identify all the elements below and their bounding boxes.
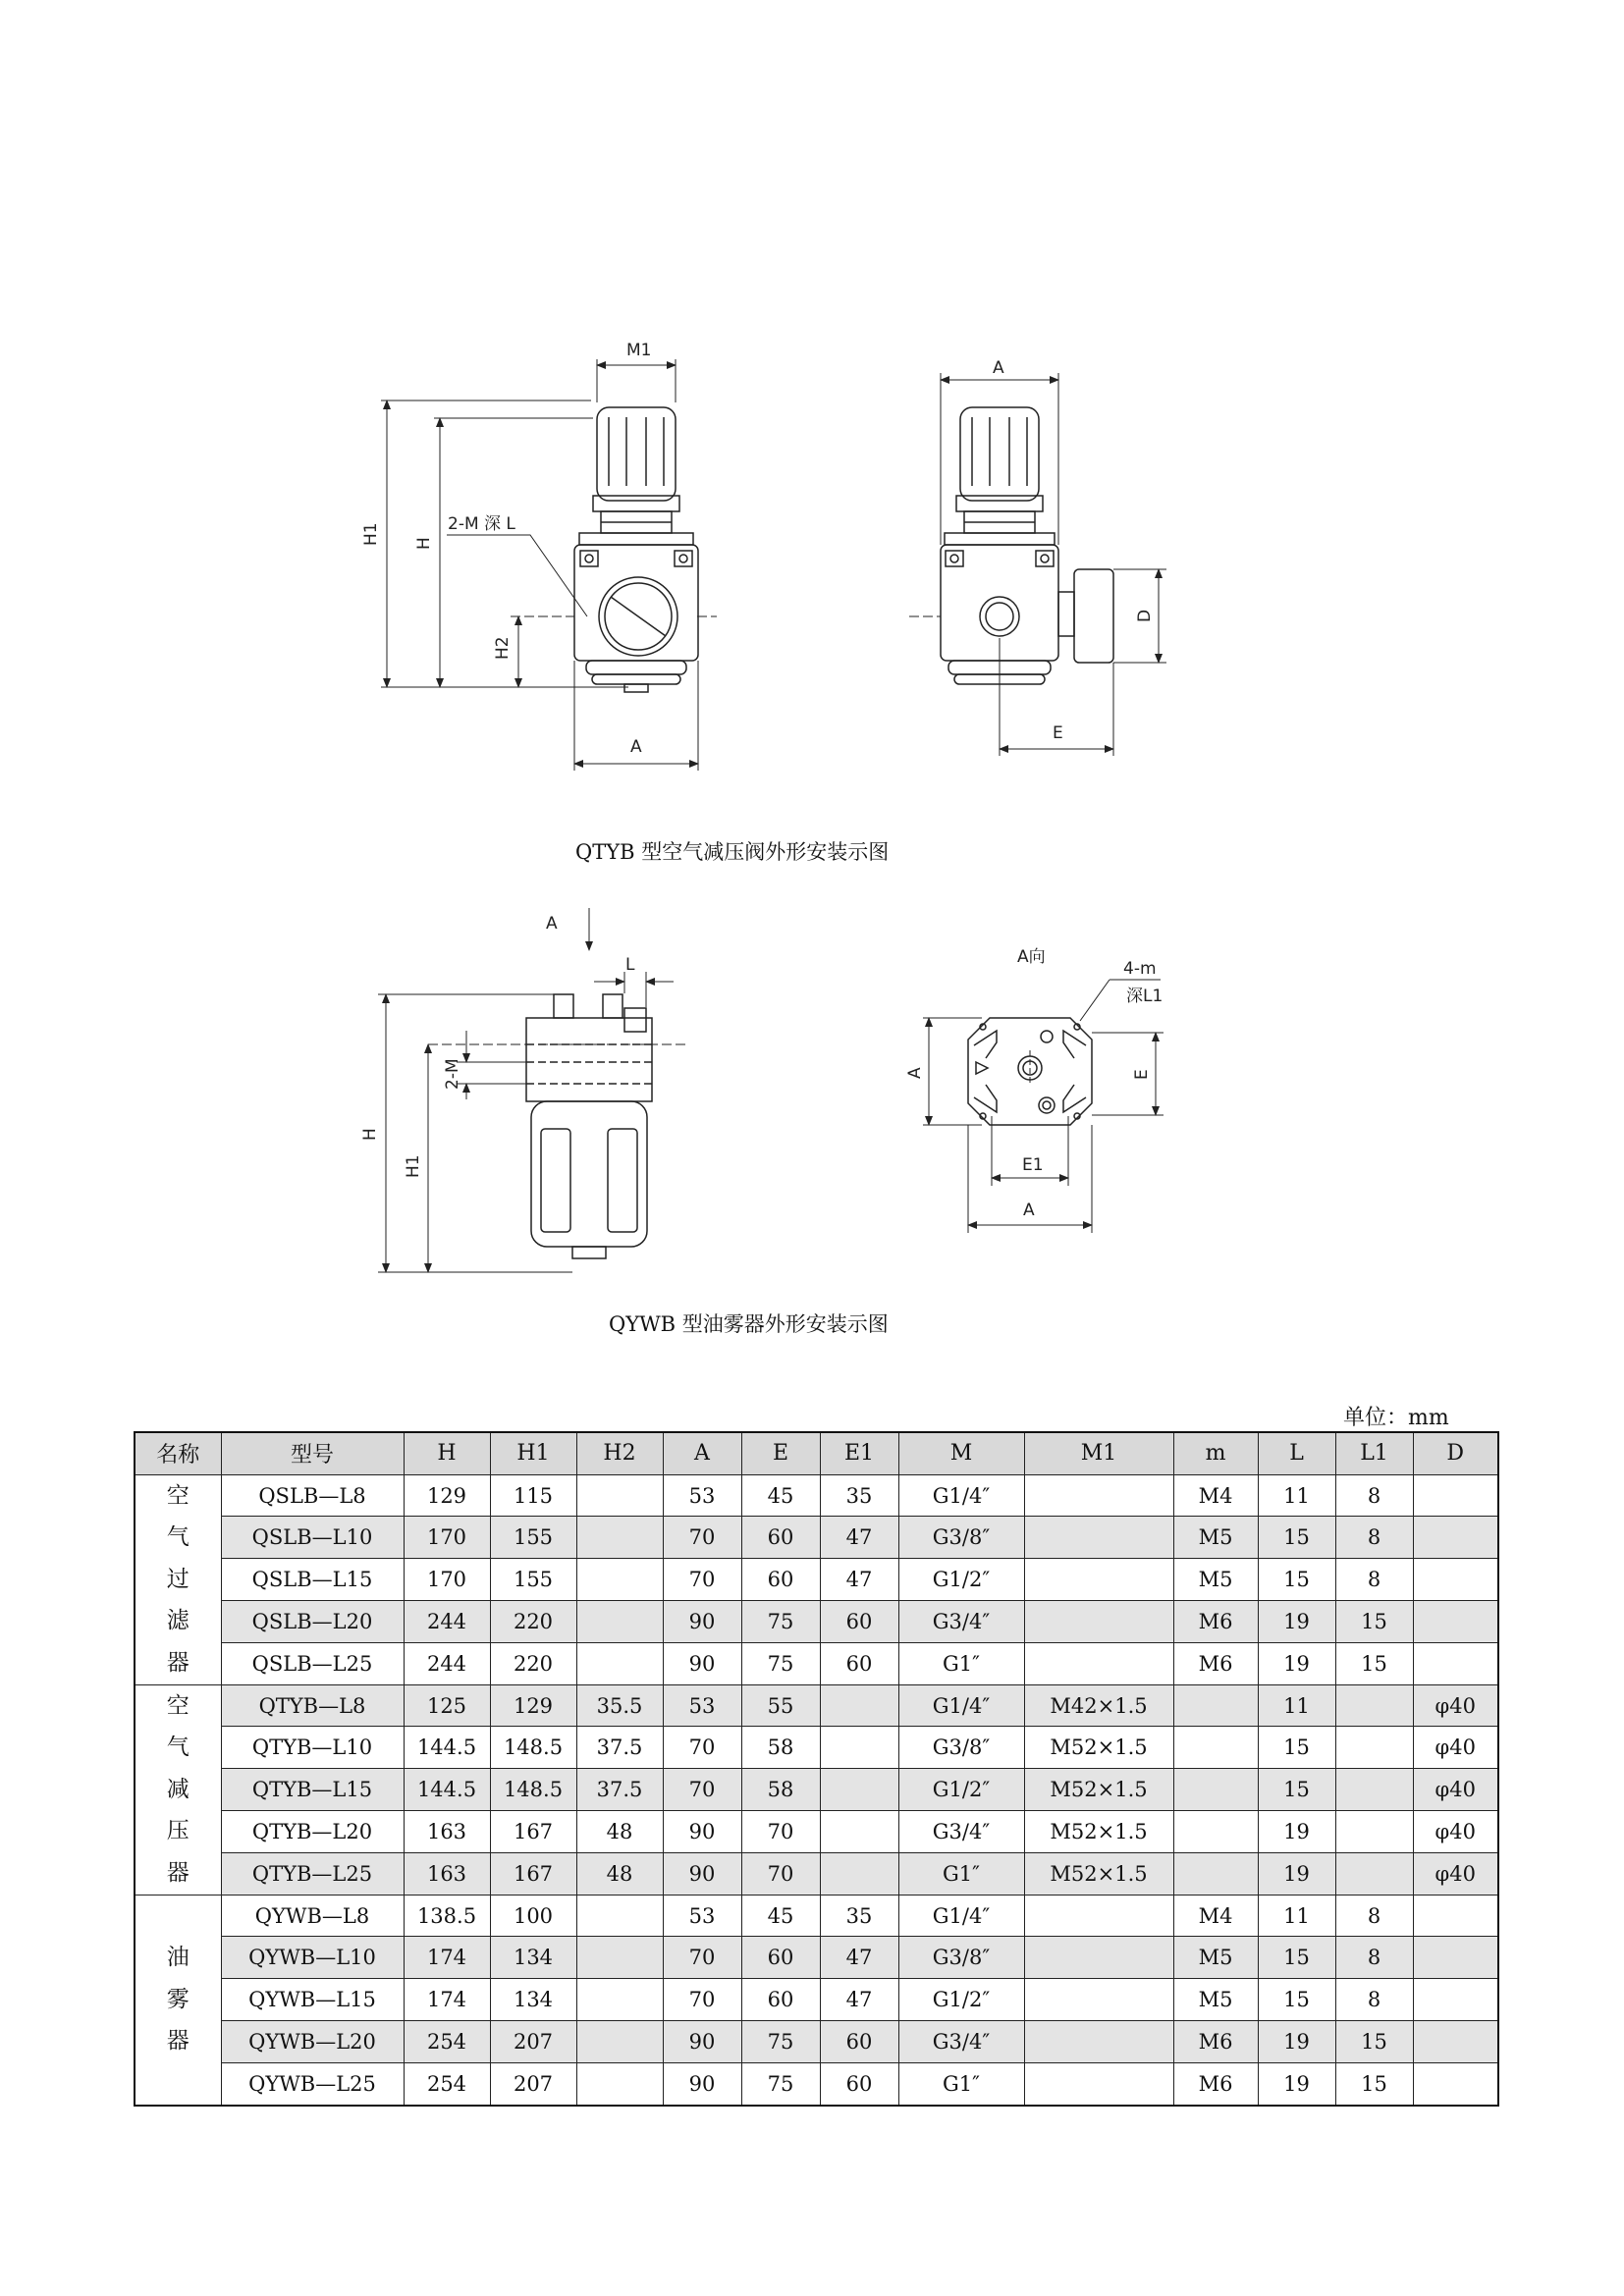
value-cell: 167 xyxy=(490,1811,576,1853)
value-cell: 70 xyxy=(663,1937,741,1979)
table-row xyxy=(135,1852,1498,1895)
table-row xyxy=(135,2062,1498,2105)
value-cell xyxy=(576,1895,663,1937)
table-row xyxy=(135,1517,1498,1559)
value-cell: 19 xyxy=(1258,1811,1335,1853)
value-cell xyxy=(1413,1559,1498,1601)
dim-l: L xyxy=(625,955,635,975)
value-cell xyxy=(1024,1601,1173,1643)
value-cell: 220 xyxy=(490,1601,576,1643)
regulator-side-view xyxy=(941,407,1113,684)
value-cell: 90 xyxy=(663,1811,741,1853)
value-cell: 70 xyxy=(741,1852,820,1895)
value-cell: 75 xyxy=(741,1601,820,1643)
header-cell: M1 xyxy=(1024,1432,1173,1474)
value-cell: 90 xyxy=(663,1852,741,1895)
value-cell: 8 xyxy=(1335,1979,1413,2021)
group-name-char: 压 xyxy=(166,1818,189,1844)
value-cell xyxy=(1024,1559,1173,1601)
value-cell: 19 xyxy=(1258,1601,1335,1643)
value-cell: 155 xyxy=(490,1559,576,1601)
value-cell: 45 xyxy=(741,1895,820,1937)
value-cell: 19 xyxy=(1258,1642,1335,1684)
value-cell: 58 xyxy=(741,1727,820,1769)
value-cell: 244 xyxy=(404,1601,490,1643)
model-cell: QYWB—L25 xyxy=(221,2062,404,2105)
header-cell: 型号 xyxy=(221,1432,404,1474)
dim-a-left: A xyxy=(905,1067,925,1079)
unit-label: 单位：mm xyxy=(1343,1406,1449,1430)
header-cell: H1 xyxy=(490,1432,576,1474)
value-cell xyxy=(576,2020,663,2062)
header-cell: m xyxy=(1173,1432,1258,1474)
value-cell: 15 xyxy=(1258,1727,1335,1769)
value-cell: G3/8″ xyxy=(898,1937,1024,1979)
value-cell: 37.5 xyxy=(576,1727,663,1769)
value-cell xyxy=(576,1937,663,1979)
value-cell: 90 xyxy=(663,2062,741,2105)
header-cell: 名称 xyxy=(135,1432,221,1474)
value-cell xyxy=(1173,1769,1258,1811)
value-cell xyxy=(1173,1684,1258,1727)
value-cell: 60 xyxy=(820,1601,898,1643)
value-cell: 70 xyxy=(663,1517,741,1559)
table-row xyxy=(135,1474,1498,1517)
table-row xyxy=(135,1895,1498,1937)
value-cell: φ40 xyxy=(1413,1727,1498,1769)
value-cell: 125 xyxy=(404,1684,490,1727)
value-cell: 15 xyxy=(1335,1642,1413,1684)
table-row xyxy=(135,1937,1498,1979)
model-cell: QSLB—L25 xyxy=(221,1642,404,1684)
value-cell: 53 xyxy=(663,1895,741,1937)
value-cell xyxy=(1024,2062,1173,2105)
value-cell xyxy=(1335,1852,1413,1895)
group-name-char xyxy=(135,2062,221,2105)
value-cell: M52×1.5 xyxy=(1024,1769,1173,1811)
value-cell: 15 xyxy=(1335,1601,1413,1643)
value-cell xyxy=(1413,1895,1498,1937)
value-cell: 8 xyxy=(1335,1517,1413,1559)
group-name-char: 器 xyxy=(166,2028,189,2055)
group-name-char: 器 xyxy=(166,1860,189,1887)
value-cell: G3/4″ xyxy=(898,2020,1024,2062)
value-cell: 75 xyxy=(741,1642,820,1684)
value-cell: M6 xyxy=(1173,1601,1258,1643)
header-cell: A xyxy=(663,1432,741,1474)
header-cell: D xyxy=(1413,1432,1498,1474)
value-cell: 15 xyxy=(1258,1937,1335,1979)
value-cell: M52×1.5 xyxy=(1024,1852,1173,1895)
value-cell: G1/2″ xyxy=(898,1769,1024,1811)
value-cell: 60 xyxy=(741,1559,820,1601)
value-cell: 60 xyxy=(741,1979,820,2021)
header-cell: L xyxy=(1258,1432,1335,1474)
dim-2m: 2-M xyxy=(443,1058,462,1090)
value-cell: 70 xyxy=(741,1811,820,1853)
value-cell: 115 xyxy=(490,1474,576,1517)
value-cell: G3/8″ xyxy=(898,1517,1024,1559)
model-cell: QYWB—L8 xyxy=(221,1895,404,1937)
dim-a-top: A xyxy=(993,358,1004,378)
table-row xyxy=(135,1769,1498,1811)
group-name-char xyxy=(135,1896,221,1938)
group-name-char: 油 xyxy=(166,1945,189,1971)
value-cell: 60 xyxy=(820,2020,898,2062)
value-cell: M5 xyxy=(1173,1937,1258,1979)
specification-table xyxy=(134,1431,1499,2107)
value-cell: 167 xyxy=(490,1852,576,1895)
value-cell: 47 xyxy=(820,1559,898,1601)
view-a-label: A向 xyxy=(1017,947,1046,967)
value-cell xyxy=(1335,1769,1413,1811)
value-cell: 70 xyxy=(663,1727,741,1769)
value-cell xyxy=(1335,1727,1413,1769)
value-cell: 148.5 xyxy=(490,1769,576,1811)
value-cell: 170 xyxy=(404,1517,490,1559)
dim-d: D xyxy=(1135,609,1155,622)
value-cell: 53 xyxy=(663,1684,741,1727)
hole-spec-4m: 4-m xyxy=(1123,959,1157,979)
value-cell xyxy=(1413,2020,1498,2062)
regulator-front-view xyxy=(574,407,698,692)
value-cell: φ40 xyxy=(1413,1769,1498,1811)
value-cell: 75 xyxy=(741,2020,820,2062)
model-cell: QTYB—L10 xyxy=(221,1727,404,1769)
group-name-cell xyxy=(135,1895,221,2105)
value-cell: 48 xyxy=(576,1811,663,1853)
value-cell: G3/8″ xyxy=(898,1727,1024,1769)
value-cell: 129 xyxy=(404,1474,490,1517)
value-cell xyxy=(576,1474,663,1517)
value-cell: 11 xyxy=(1258,1474,1335,1517)
value-cell: G1/4″ xyxy=(898,1895,1024,1937)
dim-a-bottom: A xyxy=(630,737,642,757)
value-cell: 207 xyxy=(490,2020,576,2062)
value-cell: 8 xyxy=(1335,1937,1413,1979)
value-cell: 155 xyxy=(490,1517,576,1559)
value-cell xyxy=(820,1811,898,1853)
lubricator-front-view xyxy=(526,994,652,1258)
value-cell: G1/4″ xyxy=(898,1684,1024,1727)
value-cell xyxy=(576,2062,663,2105)
value-cell: 60 xyxy=(741,1517,820,1559)
table-row xyxy=(135,2020,1498,2062)
value-cell: G1/2″ xyxy=(898,1559,1024,1601)
figure2-caption: QYWB 型油雾器外形安装示图 xyxy=(609,1312,889,1336)
dim-h-lubricator: H xyxy=(360,1128,380,1141)
value-cell xyxy=(576,1601,663,1643)
value-cell: 15 xyxy=(1258,1517,1335,1559)
value-cell: 163 xyxy=(404,1811,490,1853)
group-name-char: 减 xyxy=(166,1776,189,1802)
value-cell: 19 xyxy=(1258,2020,1335,2062)
value-cell: φ40 xyxy=(1413,1811,1498,1853)
value-cell: 134 xyxy=(490,1979,576,2021)
value-cell xyxy=(1173,1727,1258,1769)
value-cell xyxy=(1024,2020,1173,2062)
group-name-char: 气 xyxy=(166,1524,189,1551)
value-cell xyxy=(820,1727,898,1769)
value-cell: 129 xyxy=(490,1684,576,1727)
value-cell: 144.5 xyxy=(404,1769,490,1811)
value-cell: G1″ xyxy=(898,1852,1024,1895)
header-cell: M xyxy=(898,1432,1024,1474)
value-cell xyxy=(1335,1811,1413,1853)
value-cell xyxy=(1335,1684,1413,1727)
value-cell xyxy=(1413,1937,1498,1979)
value-cell: M6 xyxy=(1173,2062,1258,2105)
value-cell xyxy=(1173,1852,1258,1895)
value-cell: 144.5 xyxy=(404,1727,490,1769)
group-name-char: 雾 xyxy=(166,1986,189,2012)
value-cell: 244 xyxy=(404,1642,490,1684)
header-cell: L1 xyxy=(1335,1432,1413,1474)
value-cell: G3/4″ xyxy=(898,1811,1024,1853)
value-cell xyxy=(1024,1979,1173,2021)
value-cell: 35 xyxy=(820,1474,898,1517)
value-cell: M5 xyxy=(1173,1979,1258,2021)
model-cell: QTYB—L8 xyxy=(221,1684,404,1727)
group-name-char: 气 xyxy=(166,1735,189,1761)
group-name-cell xyxy=(135,1684,221,1895)
header-cell: H2 xyxy=(576,1432,663,1474)
value-cell xyxy=(576,1979,663,2021)
value-cell: M52×1.5 xyxy=(1024,1727,1173,1769)
value-cell: 35 xyxy=(820,1895,898,1937)
value-cell: 11 xyxy=(1258,1684,1335,1727)
table-row xyxy=(135,1642,1498,1684)
value-cell xyxy=(576,1642,663,1684)
value-cell xyxy=(1413,1642,1498,1684)
value-cell: M52×1.5 xyxy=(1024,1811,1173,1853)
value-cell: M5 xyxy=(1173,1517,1258,1559)
table-row xyxy=(135,1979,1498,2021)
value-cell: 170 xyxy=(404,1559,490,1601)
value-cell: 254 xyxy=(404,2062,490,2105)
value-cell: 55 xyxy=(741,1684,820,1727)
value-cell xyxy=(1413,2062,1498,2105)
figure1-caption: QTYB 型空气减压阀外形安装示图 xyxy=(575,840,890,864)
note-2m-depth-l: 2-M 深 L xyxy=(448,514,515,534)
value-cell: G1/4″ xyxy=(898,1474,1024,1517)
value-cell: 15 xyxy=(1335,2062,1413,2105)
value-cell: 58 xyxy=(741,1769,820,1811)
value-cell: 220 xyxy=(490,1642,576,1684)
value-cell: 134 xyxy=(490,1937,576,1979)
value-cell xyxy=(1024,1895,1173,1937)
value-cell xyxy=(576,1517,663,1559)
model-cell: QTYB—L25 xyxy=(221,1852,404,1895)
table-row xyxy=(135,1601,1498,1643)
value-cell: M6 xyxy=(1173,1642,1258,1684)
group-name-cell xyxy=(135,1474,221,1684)
model-cell: QTYB—L15 xyxy=(221,1769,404,1811)
value-cell: 90 xyxy=(663,1642,741,1684)
value-cell: 60 xyxy=(820,1642,898,1684)
group-name-char: 过 xyxy=(166,1566,189,1592)
value-cell xyxy=(1173,1811,1258,1853)
value-cell: 8 xyxy=(1335,1474,1413,1517)
value-cell: 47 xyxy=(820,1937,898,1979)
value-cell: 174 xyxy=(404,1937,490,1979)
model-cell: QSLB—L10 xyxy=(221,1517,404,1559)
value-cell xyxy=(1413,1474,1498,1517)
view-arrow-a: A xyxy=(546,914,558,934)
value-cell xyxy=(1024,1642,1173,1684)
dim-e1: E1 xyxy=(1022,1155,1044,1175)
value-cell: G1″ xyxy=(898,2062,1024,2105)
value-cell: 60 xyxy=(741,1937,820,1979)
model-cell: QSLB—L20 xyxy=(221,1601,404,1643)
value-cell: 47 xyxy=(820,1979,898,2021)
value-cell: 254 xyxy=(404,2020,490,2062)
value-cell: M42×1.5 xyxy=(1024,1684,1173,1727)
value-cell xyxy=(1024,1517,1173,1559)
header-cell: E1 xyxy=(820,1432,898,1474)
value-cell: φ40 xyxy=(1413,1684,1498,1727)
value-cell: 70 xyxy=(663,1559,741,1601)
dim-h1-lubricator: H1 xyxy=(404,1154,423,1178)
value-cell: 174 xyxy=(404,1979,490,2021)
value-cell xyxy=(1413,1517,1498,1559)
value-cell: G3/4″ xyxy=(898,1601,1024,1643)
value-cell: 53 xyxy=(663,1474,741,1517)
value-cell xyxy=(820,1769,898,1811)
value-cell: M4 xyxy=(1173,1895,1258,1937)
table-header-row xyxy=(135,1432,1498,1474)
value-cell: 11 xyxy=(1258,1895,1335,1937)
value-cell: 8 xyxy=(1335,1895,1413,1937)
group-name-char: 空 xyxy=(166,1692,189,1719)
value-cell: 8 xyxy=(1335,1559,1413,1601)
value-cell: 70 xyxy=(663,1979,741,2021)
value-cell: 163 xyxy=(404,1852,490,1895)
value-cell: G1/2″ xyxy=(898,1979,1024,2021)
value-cell: 19 xyxy=(1258,2062,1335,2105)
value-cell: 15 xyxy=(1258,1769,1335,1811)
value-cell: 138.5 xyxy=(404,1895,490,1937)
dim-a-bottom-2: A xyxy=(1023,1201,1035,1220)
value-cell: 148.5 xyxy=(490,1727,576,1769)
value-cell xyxy=(1024,1474,1173,1517)
group-name-char: 空 xyxy=(166,1482,189,1509)
group-name-char: 器 xyxy=(166,1650,189,1677)
value-cell: 90 xyxy=(663,2020,741,2062)
model-cell: QSLB—L15 xyxy=(221,1559,404,1601)
value-cell: M6 xyxy=(1173,2020,1258,2062)
value-cell: 75 xyxy=(741,2062,820,2105)
value-cell: 15 xyxy=(1258,1979,1335,2021)
model-cell: QYWB—L10 xyxy=(221,1937,404,1979)
value-cell: 48 xyxy=(576,1852,663,1895)
value-cell: 15 xyxy=(1258,1559,1335,1601)
dim-h: H xyxy=(414,537,434,550)
value-cell: 47 xyxy=(820,1517,898,1559)
header-cell: E xyxy=(741,1432,820,1474)
value-cell xyxy=(820,1684,898,1727)
dim-h2: H2 xyxy=(493,636,513,660)
value-cell: 45 xyxy=(741,1474,820,1517)
table-row xyxy=(135,1559,1498,1601)
value-cell: 35.5 xyxy=(576,1684,663,1727)
value-cell xyxy=(1024,1937,1173,1979)
header-cell: H xyxy=(404,1432,490,1474)
value-cell: 60 xyxy=(820,2062,898,2105)
group-name-char: 滤 xyxy=(166,1608,189,1634)
table-row xyxy=(135,1684,1498,1727)
value-cell: 100 xyxy=(490,1895,576,1937)
value-cell: 90 xyxy=(663,1601,741,1643)
value-cell xyxy=(820,1852,898,1895)
dim-m1: M1 xyxy=(626,341,652,360)
table-row xyxy=(135,1727,1498,1769)
model-cell: QYWB—L15 xyxy=(221,1979,404,2021)
value-cell: G1″ xyxy=(898,1642,1024,1684)
value-cell xyxy=(1413,1601,1498,1643)
value-cell: M4 xyxy=(1173,1474,1258,1517)
model-cell: QTYB—L20 xyxy=(221,1811,404,1853)
value-cell: M5 xyxy=(1173,1559,1258,1601)
hole-depth-l1: 深L1 xyxy=(1126,987,1164,1006)
dim-e-right: E xyxy=(1132,1069,1152,1080)
dim-e: E xyxy=(1053,723,1063,743)
value-cell xyxy=(576,1559,663,1601)
value-cell: 37.5 xyxy=(576,1769,663,1811)
table-row xyxy=(135,1811,1498,1853)
model-cell: QSLB—L8 xyxy=(221,1474,404,1517)
value-cell: 207 xyxy=(490,2062,576,2105)
value-cell: 15 xyxy=(1335,2020,1413,2062)
value-cell: 70 xyxy=(663,1769,741,1811)
value-cell xyxy=(1413,1979,1498,2021)
model-cell: QYWB—L20 xyxy=(221,2020,404,2062)
value-cell: φ40 xyxy=(1413,1852,1498,1895)
dim-h1: H1 xyxy=(361,522,381,546)
value-cell: 19 xyxy=(1258,1852,1335,1895)
